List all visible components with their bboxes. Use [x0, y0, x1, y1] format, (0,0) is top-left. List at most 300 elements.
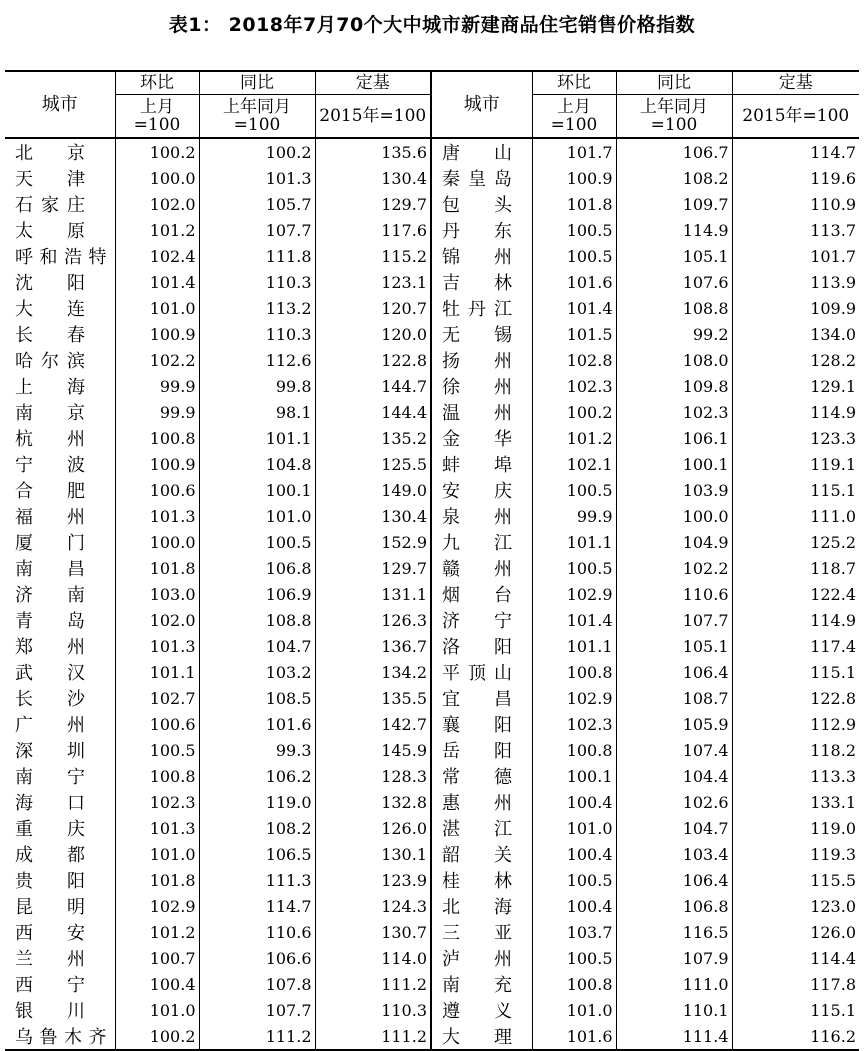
base-cell-right: 123.0 [732, 893, 859, 919]
city-name [442, 555, 512, 581]
base-cell-right: 114.9 [732, 607, 859, 633]
city-char: 包 [442, 195, 460, 216]
city-cell-left [5, 243, 115, 269]
mom-cell-right: 100.4 [532, 789, 616, 815]
yoy-cell-right: 104.9 [616, 529, 732, 555]
city-cell-left [5, 451, 115, 477]
base-cell-right: 123.3 [732, 425, 859, 451]
city-char: 蚌 [442, 455, 460, 476]
city-char: 津 [67, 169, 85, 190]
city-char: 天 [15, 169, 33, 190]
city-char: 襄 [442, 715, 460, 736]
table-row [5, 347, 859, 373]
city-char: 岳 [442, 741, 460, 762]
yoy-cell-right: 99.2 [616, 321, 732, 347]
yoy-cell-right: 104.4 [616, 763, 732, 789]
city-char: 哈 [15, 351, 33, 372]
city-char: 皇 [468, 169, 486, 190]
city-char: 州 [67, 637, 85, 658]
city-name: 乌鲁木齐 [15, 1027, 107, 1048]
city-char: 南 [442, 975, 460, 996]
city-char: 充 [494, 975, 512, 996]
city-cell-left [5, 191, 115, 217]
city-char: 州 [494, 793, 512, 814]
yoy-cell-right: 109.7 [616, 191, 732, 217]
city-char: 大 [442, 1027, 460, 1048]
city-name [15, 503, 85, 529]
table-row [5, 945, 859, 971]
yoy-cell-right: 100.0 [616, 503, 732, 529]
base-cell-left: 152.9 [315, 529, 431, 555]
yoy-cell-left: 107.7 [199, 217, 315, 243]
mom-cell-right: 101.4 [532, 607, 616, 633]
yoy-cell-right: 111.4 [616, 1023, 732, 1050]
yoy-cell-right: 107.6 [616, 269, 732, 295]
yoy-cell-left: 110.3 [199, 321, 315, 347]
city-char: 宁 [15, 455, 33, 476]
city-name [15, 893, 85, 919]
city-char: 岛 [494, 169, 512, 190]
city-char: 江 [494, 533, 512, 554]
city-cell-right [431, 685, 532, 711]
yoy-cell-right: 114.9 [616, 217, 732, 243]
city-char: 郑 [15, 637, 33, 658]
city-cell-right [431, 711, 532, 737]
city-name [442, 425, 512, 451]
city-char: 赣 [442, 559, 460, 580]
city-cell-right [431, 737, 532, 763]
city-char: 亚 [494, 923, 512, 944]
city-cell-right [431, 451, 532, 477]
base-cell-left: 130.4 [315, 503, 431, 529]
table-row [5, 451, 859, 477]
base-cell-left: 149.0 [315, 477, 431, 503]
city-char: 东 [494, 221, 512, 242]
base-cell-right: 122.4 [732, 581, 859, 607]
table-row [5, 425, 859, 451]
city-name [15, 295, 85, 321]
base-cell-right: 134.0 [732, 321, 859, 347]
yoy-sub-line1: 上年同月 [640, 97, 708, 117]
city-cell-right [431, 347, 532, 373]
city-char: 宁 [67, 767, 85, 788]
mom-subheader-right [532, 95, 616, 139]
city-cell-left [5, 607, 115, 633]
table-row [5, 867, 859, 893]
city-char: 关 [494, 845, 512, 866]
base-cell-left: 131.1 [315, 581, 431, 607]
city-char: 济 [15, 585, 33, 606]
city-char: 宁 [67, 975, 85, 996]
mom-cell-right: 102.8 [532, 347, 616, 373]
city-name [15, 685, 85, 711]
base-cell-left: 135.2 [315, 425, 431, 451]
city-name [15, 347, 85, 373]
base-cell-right: 118.2 [732, 737, 859, 763]
base-cell-left: 142.7 [315, 711, 431, 737]
table-row [5, 503, 859, 529]
city-char: 州 [494, 507, 512, 528]
yoy-cell-left: 110.3 [199, 269, 315, 295]
mom-cell-left: 101.3 [115, 815, 199, 841]
base-cell-right: 113.9 [732, 269, 859, 295]
base-cell-left: 145.9 [315, 737, 431, 763]
city-char: 合 [15, 481, 33, 502]
base-cell-left: 136.7 [315, 633, 431, 659]
city-char: 滨 [67, 351, 85, 372]
city-cell-right [431, 919, 532, 945]
city-char: 常 [442, 767, 460, 788]
city-cell-left [5, 737, 115, 763]
city-char: 林 [494, 273, 512, 294]
mom-cell-right: 101.4 [532, 295, 616, 321]
table-row [5, 607, 859, 633]
city-name [442, 659, 512, 685]
base-cell-left: 132.8 [315, 789, 431, 815]
city-cell-right [431, 425, 532, 451]
city-cell-left [5, 477, 115, 503]
mom-subheader-left [115, 95, 199, 139]
city-name [442, 347, 512, 373]
city-cell-left [5, 919, 115, 945]
base-cell-left: 135.5 [315, 685, 431, 711]
city-char: 州 [67, 715, 85, 736]
yoy-cell-left: 106.2 [199, 763, 315, 789]
base-cell-left: 135.6 [315, 138, 431, 165]
city-char: 州 [494, 247, 512, 268]
mom-cell-left: 100.6 [115, 477, 199, 503]
yoy-cell-left: 112.6 [199, 347, 315, 373]
city-name [15, 997, 85, 1023]
city-char: 重 [15, 819, 33, 840]
mom-cell-left: 100.4 [115, 971, 199, 997]
city-cell-right [431, 373, 532, 399]
city-name [442, 295, 512, 321]
yoy-cell-right: 107.4 [616, 737, 732, 763]
city-name [15, 867, 85, 893]
city-name [15, 841, 85, 867]
city-char: 石 [15, 195, 33, 216]
city-char: 海 [15, 793, 33, 814]
mom-cell-left: 100.6 [115, 711, 199, 737]
base-cell-right: 111.0 [732, 503, 859, 529]
base-cell-right: 114.7 [732, 138, 859, 165]
city-char: 吉 [442, 273, 460, 294]
mom-cell-left: 100.8 [115, 763, 199, 789]
yoy-cell-right: 108.0 [616, 347, 732, 373]
city-name [442, 893, 512, 919]
city-char: 武 [15, 663, 33, 684]
mom-cell-left: 102.7 [115, 685, 199, 711]
mom-cell-right: 99.9 [532, 503, 616, 529]
city-name [442, 841, 512, 867]
base-cell-right: 129.1 [732, 373, 859, 399]
city-char: 湛 [442, 819, 460, 840]
city-cell-left [5, 997, 115, 1023]
yoy-cell-right: 102.2 [616, 555, 732, 581]
yoy-cell-right: 102.6 [616, 789, 732, 815]
mom-cell-left: 102.0 [115, 607, 199, 633]
city-char: 海 [494, 897, 512, 918]
city-name [15, 217, 85, 243]
city-name [442, 503, 512, 529]
city-name [442, 737, 512, 763]
city-char: 江 [494, 819, 512, 840]
table-row [5, 685, 859, 711]
base-cell-right: 113.3 [732, 763, 859, 789]
city-name [442, 477, 512, 503]
city-char: 波 [67, 455, 85, 476]
base-cell-left: 111.2 [315, 971, 431, 997]
yoy-cell-left: 111.2 [199, 1023, 315, 1050]
yoy-sub-line2: =100 [233, 115, 281, 135]
yoy-cell-right: 105.9 [616, 711, 732, 737]
table-row [5, 529, 859, 555]
mom-cell-left: 101.3 [115, 503, 199, 529]
city-name [15, 555, 85, 581]
table-row [5, 373, 859, 399]
city-cell-left [5, 711, 115, 737]
city-char: 阳 [494, 715, 512, 736]
city-cell-right [431, 815, 532, 841]
mom-cell-left: 101.3 [115, 633, 199, 659]
city-name [442, 685, 512, 711]
city-char: 桂 [442, 871, 460, 892]
city-cell-right [431, 165, 532, 191]
mom-sub-line1: 上月 [140, 97, 174, 117]
city-char: 头 [494, 195, 512, 216]
city-cell-left [5, 1023, 115, 1050]
city-name [442, 373, 512, 399]
city-name [15, 789, 85, 815]
city-char: 烟 [442, 585, 460, 606]
base-cell-right: 113.7 [732, 217, 859, 243]
city-char: 家 [41, 195, 59, 216]
city-char: 沙 [67, 689, 85, 710]
base-cell-left: 126.3 [315, 607, 431, 633]
mom-cell-right: 100.8 [532, 659, 616, 685]
city-char: 丹 [468, 299, 486, 320]
city-char: 昌 [67, 559, 85, 580]
city-cell-left [5, 269, 115, 295]
city-char: 平 [442, 663, 460, 684]
city-char: 连 [67, 299, 85, 320]
mom-cell-right: 102.3 [532, 711, 616, 737]
yoy-cell-right: 116.5 [616, 919, 732, 945]
city-name [15, 711, 85, 737]
base-cell-left: 124.3 [315, 893, 431, 919]
base-cell-left: 130.4 [315, 165, 431, 191]
city-cell-right [431, 529, 532, 555]
city-char: 北 [442, 897, 460, 918]
mom-cell-left: 100.9 [115, 451, 199, 477]
city-name [442, 633, 512, 659]
city-char: 唐 [442, 143, 460, 164]
city-cell-right [431, 789, 532, 815]
table-row [5, 399, 859, 425]
yoy-cell-left: 104.7 [199, 633, 315, 659]
table-row [5, 295, 859, 321]
city-char: 南 [15, 559, 33, 580]
city-char: 徐 [442, 377, 460, 398]
yoy-cell-left: 119.0 [199, 789, 315, 815]
base-cell-right: 133.1 [732, 789, 859, 815]
city-char: 汉 [67, 663, 85, 684]
city-name [15, 529, 85, 555]
table-row [5, 633, 859, 659]
city-char: 长 [15, 325, 33, 346]
table-row [5, 711, 859, 737]
yoy-cell-left: 103.2 [199, 659, 315, 685]
mom-cell-right: 100.5 [532, 555, 616, 581]
mom-cell-right: 101.0 [532, 997, 616, 1023]
table-row [5, 893, 859, 919]
table-row [5, 243, 859, 269]
city-name [442, 867, 512, 893]
yoy-cell-right: 108.7 [616, 685, 732, 711]
city-cell-left [5, 633, 115, 659]
base-cell-right: 115.1 [732, 997, 859, 1023]
city-cell-right [431, 138, 532, 165]
base-cell-right: 115.1 [732, 659, 859, 685]
city-name [442, 191, 512, 217]
city-char: 州 [494, 949, 512, 970]
city-char: 京 [67, 143, 85, 164]
city-char: 青 [15, 611, 33, 632]
city-char: 泉 [442, 507, 460, 528]
city-cell-right [431, 867, 532, 893]
yoy-cell-left: 100.5 [199, 529, 315, 555]
city-cell-right [431, 269, 532, 295]
table-row [5, 138, 859, 165]
yoy-cell-right: 106.8 [616, 893, 732, 919]
city-char: 秦 [442, 169, 460, 190]
city-cell-left [5, 503, 115, 529]
mom-cell-right: 100.4 [532, 841, 616, 867]
city-cell-right [431, 945, 532, 971]
mom-cell-right: 102.1 [532, 451, 616, 477]
city-name [442, 1023, 512, 1049]
yoy-sub-line2: =100 [650, 115, 698, 135]
mom-cell-right: 102.9 [532, 581, 616, 607]
mom-cell-right: 101.5 [532, 321, 616, 347]
yoy-cell-left: 101.0 [199, 503, 315, 529]
mom-cell-left: 100.9 [115, 321, 199, 347]
yoy-cell-left: 104.8 [199, 451, 315, 477]
yoy-cell-left: 99.3 [199, 737, 315, 763]
city-name [442, 789, 512, 815]
table-row [5, 191, 859, 217]
city-char: 安 [67, 923, 85, 944]
city-char: 福 [15, 507, 33, 528]
yoy-cell-right: 103.4 [616, 841, 732, 867]
city-char: 庆 [494, 481, 512, 502]
city-name [15, 633, 85, 659]
base-cell-left: 126.0 [315, 815, 431, 841]
base-cell-right: 126.0 [732, 919, 859, 945]
base-cell-right: 119.1 [732, 451, 859, 477]
base-cell-right: 117.4 [732, 633, 859, 659]
yoy-cell-left: 99.8 [199, 373, 315, 399]
table-row [5, 789, 859, 815]
mom-cell-left: 102.9 [115, 893, 199, 919]
table-row [5, 581, 859, 607]
city-char: 州 [67, 507, 85, 528]
city-name [442, 139, 512, 165]
base-cell-right: 122.8 [732, 685, 859, 711]
city-name [15, 945, 85, 971]
table-row [5, 815, 859, 841]
mom-cell-right: 100.5 [532, 477, 616, 503]
city-cell-right [431, 893, 532, 919]
city-name [442, 243, 512, 269]
city-char: 太 [15, 221, 33, 242]
city-name [442, 997, 512, 1023]
mom-cell-right: 102.3 [532, 373, 616, 399]
city-name [15, 321, 85, 347]
base-cell-right: 112.9 [732, 711, 859, 737]
city-cell-right [431, 555, 532, 581]
mom-cell-right: 101.1 [532, 633, 616, 659]
yoy-cell-right: 110.6 [616, 581, 732, 607]
yoy-cell-left: 106.9 [199, 581, 315, 607]
city-char: 山 [494, 663, 512, 684]
city-name [442, 815, 512, 841]
table-row [5, 269, 859, 295]
yoy-cell-left: 107.8 [199, 971, 315, 997]
city-name [15, 373, 85, 399]
base-cell-left: 128.3 [315, 763, 431, 789]
base-cell-right: 119.0 [732, 815, 859, 841]
city-name [15, 191, 85, 217]
city-char: 理 [494, 1027, 512, 1048]
city-char: 韶 [442, 845, 460, 866]
mom-cell-left: 100.0 [115, 529, 199, 555]
base-cell-right: 116.2 [732, 1023, 859, 1050]
mom-cell-left: 102.2 [115, 347, 199, 373]
city-cell-left [5, 295, 115, 321]
city-char: 兰 [15, 949, 33, 970]
city-cell-left [5, 347, 115, 373]
city-cell-left [5, 165, 115, 191]
yoy-cell-left: 106.5 [199, 841, 315, 867]
base-cell-left: 114.0 [315, 945, 431, 971]
city-char: 扬 [442, 351, 460, 372]
yoy-cell-right: 107.7 [616, 607, 732, 633]
table-row [5, 659, 859, 685]
yoy-cell-right: 103.9 [616, 477, 732, 503]
base-cell-left: 144.7 [315, 373, 431, 399]
mom-cell-right: 100.2 [532, 399, 616, 425]
yoy-cell-left: 100.1 [199, 477, 315, 503]
city-char: 州 [494, 559, 512, 580]
mom-cell-left: 99.9 [115, 399, 199, 425]
city-name [15, 919, 85, 945]
yoy-cell-left: 111.8 [199, 243, 315, 269]
mom-cell-left: 102.3 [115, 789, 199, 815]
city-name [15, 399, 85, 425]
yoy-cell-right: 110.1 [616, 997, 732, 1023]
mom-cell-right: 101.7 [532, 138, 616, 165]
mom-cell-right: 101.1 [532, 529, 616, 555]
city-char: 京 [67, 403, 85, 424]
city-char: 门 [67, 533, 85, 554]
mom-cell-left: 101.4 [115, 269, 199, 295]
table-row [5, 737, 859, 763]
city-char: 洛 [442, 637, 460, 658]
table-row [5, 997, 859, 1023]
mom-cell-left: 99.9 [115, 373, 199, 399]
